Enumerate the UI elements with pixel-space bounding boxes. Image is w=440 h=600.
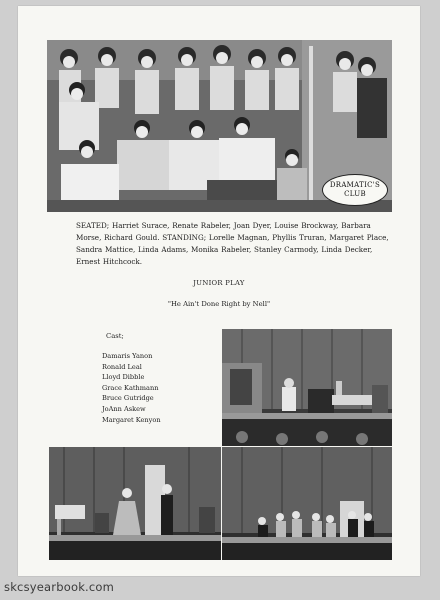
watermark-text: skcsyearbook.com [4,580,115,594]
cast-list [102,351,161,425]
junior-play-heading: JUNIOR PLAY [193,279,245,287]
junior-play-title: "He Ain't Done Right by Nell" [167,300,271,308]
cast-member: Damaris Yanon [102,352,153,360]
club-tag-line1: DRAMATIC'S [329,181,381,189]
play-scene-photo-3 [222,447,392,560]
cast-member: Ronald Leal [102,362,142,371]
cast-member: Margaret Kenyon [102,415,161,424]
cast-label: Cast; [106,332,124,340]
club-tag-line2: CLUB [344,190,366,198]
play-scene-photo-2 [49,447,221,560]
dramatics-club-label [322,174,388,206]
play-scene-photo-1 [222,329,392,446]
cast-member: Grace Kathmann [102,383,159,392]
yearbook-page [18,6,420,576]
cast-member: JoAnn Askew [102,404,146,413]
cast-member: Lloyd Dibble [102,373,145,382]
cast-member: Bruce Gutridge [102,394,154,403]
photo-caption: SEATED; Harriet Surace, Renate Rabeler, Joan Dyer, Louise Brockway, Barbara Morse, Richard Gould. STANDING; Lorelle Magnan, Phyllis Truran, Margaret Place, Sandra Mattice, Linda Adams, Monika Rabeler, Stanley Carmody, Linda Decker, Ernest Hitchcock. [76,221,389,266]
